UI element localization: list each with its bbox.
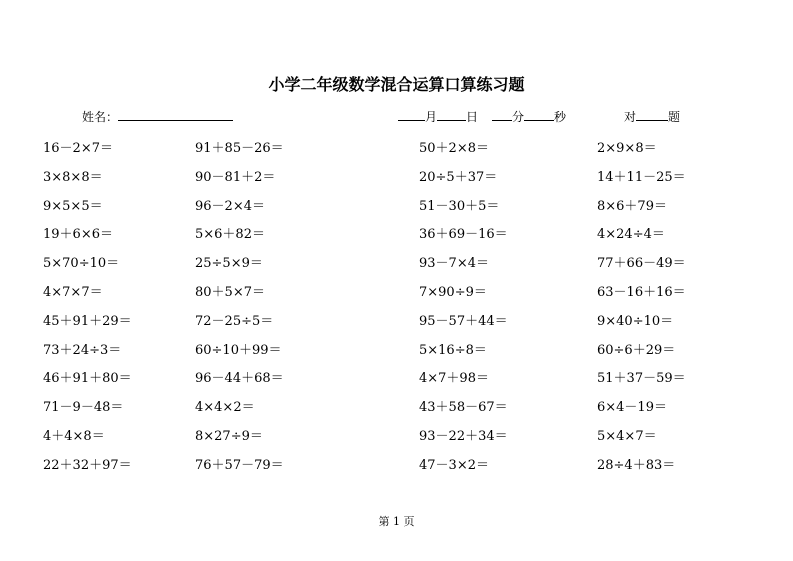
problem-item: 6×4－19＝	[597, 400, 667, 416]
page-number: 第 1 页	[378, 515, 415, 528]
problem-item: 22＋32＋97＝	[43, 457, 132, 473]
problem-item: 60÷10＋99＝	[195, 342, 282, 358]
name-label: 姓名：	[82, 110, 119, 124]
score-field	[624, 108, 680, 125]
second-blank	[524, 109, 554, 121]
problem-item: 77＋66－49＝	[597, 256, 686, 272]
problem-item: 46＋91＋80＝	[43, 371, 132, 387]
problem-item: 63－16＋16＝	[597, 285, 686, 300]
problem-item: 50＋2×8＝	[419, 141, 489, 156]
problem-item: 90－81＋2＝	[195, 169, 276, 185]
second-label: 秒	[554, 110, 567, 124]
problem-item: 96－44＋68＝	[195, 371, 284, 387]
problem-item: 72－25÷5＝	[195, 313, 274, 329]
problem-item: 4×4×2＝	[195, 400, 255, 416]
minute-label: 分	[512, 110, 525, 124]
date-time-fields	[398, 108, 566, 125]
problem-item: 36＋69－16＝	[419, 227, 508, 243]
problem-item: 8×6＋79＝	[597, 198, 667, 214]
problem-item: 3×8×8＝	[43, 169, 103, 185]
problem-item: 96－2×4＝	[195, 198, 265, 214]
problem-item: 73＋24÷3＝	[43, 342, 122, 358]
problem-item: 4＋4×8＝	[43, 429, 105, 444]
problem-item: 91＋85－26＝	[195, 141, 284, 156]
problem-item: 28÷4＋83＝	[597, 457, 676, 473]
problem-item: 4×7＋98＝	[419, 371, 489, 387]
problem-item: 80＋5×7＝	[195, 285, 265, 300]
problem-item: 76＋57－79＝	[195, 457, 284, 473]
problem-item: 47－3×2＝	[419, 457, 489, 473]
problem-item: 19＋6×6＝	[43, 227, 113, 243]
day-blank	[437, 109, 466, 121]
problem-item: 5×4×7＝	[597, 429, 657, 444]
month-label: 月	[425, 110, 438, 124]
problem-item: 93－7×4＝	[419, 256, 489, 272]
month-blank	[398, 109, 425, 121]
problem-item: 51－30＋5＝	[419, 198, 500, 214]
problem-item: 93－22＋34＝	[419, 429, 508, 444]
problem-item: 16－2×7＝	[43, 141, 113, 156]
problem-item: 4×24÷4＝	[597, 227, 665, 243]
problem-item: 2×9×8＝	[597, 141, 657, 156]
problem-item: 5×70÷10＝	[43, 256, 120, 272]
problem-item: 43＋58－67＝	[419, 400, 508, 416]
name-blank	[118, 109, 233, 121]
problem-item: 45＋91＋29＝	[43, 313, 132, 329]
problem-item: 14＋11－25＝	[597, 169, 686, 185]
problem-item: 5×6＋82＝	[195, 227, 265, 243]
correct-blank	[636, 109, 668, 121]
problem-item: 7×90÷9＝	[419, 285, 487, 300]
day-label: 日	[466, 110, 479, 124]
minute-blank	[492, 109, 512, 121]
questions-label: 题	[668, 110, 681, 124]
name-field	[82, 108, 233, 125]
problem-item: 4×7×7＝	[43, 285, 103, 300]
problem-item: 9×40÷10＝	[597, 313, 674, 329]
problem-item: 8×27÷9＝	[195, 429, 263, 444]
correct-label: 对	[624, 110, 637, 124]
problem-item: 51＋37－59＝	[597, 371, 686, 387]
problem-item: 71－9－48＝	[43, 400, 124, 416]
problem-item: 25÷5×9＝	[195, 256, 263, 272]
problem-item: 9×5×5＝	[43, 198, 103, 214]
problem-item: 95－57＋44＝	[419, 313, 508, 329]
problem-item: 5×16÷8＝	[419, 342, 487, 358]
page-title: 小学二年级数学混合运算口算练习题	[268, 75, 525, 94]
problem-item: 60÷6＋29＝	[597, 342, 676, 358]
problem-item: 20÷5＋37＝	[419, 169, 498, 185]
